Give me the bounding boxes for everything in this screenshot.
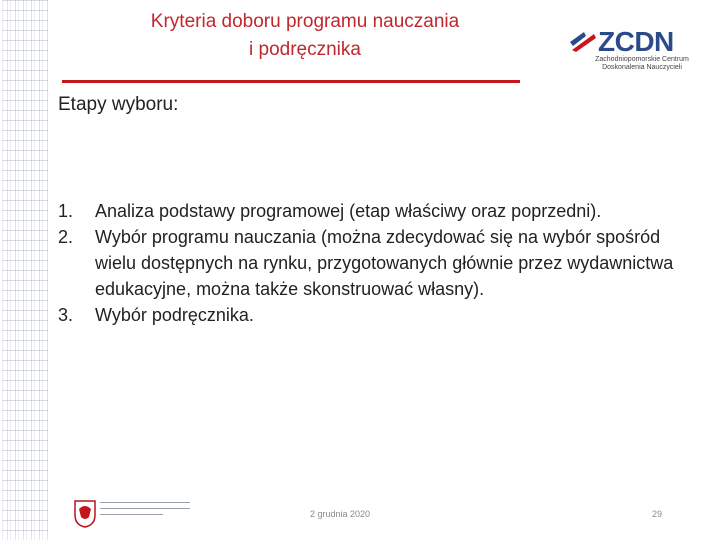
step-text: Wybór programu nauczania (można zdecydować się na wybór spośród wielu dostępnych na rynku, przygotowanych głównie przez wydawnictwa edukacyjne, można także skonstruować własny). — [95, 227, 674, 299]
slide-title — [90, 8, 520, 64]
page-number: 29 — [652, 509, 663, 519]
list-item — [58, 302, 698, 328]
list-item — [58, 224, 698, 302]
list-item — [58, 198, 698, 224]
zcdn-logo-mark-icon — [570, 30, 598, 54]
steps-list — [58, 198, 698, 328]
footer-regional-logo-text — [100, 502, 190, 520]
step-number: 1. — [58, 201, 74, 221]
logo-wordmark: ZCDN — [598, 26, 674, 57]
section-subtitle: Etapy wyboru: — [58, 94, 179, 115]
step-text: Wybór podręcznika. — [95, 305, 254, 325]
title-line-2: i podręcznika — [249, 39, 361, 60]
step-number: 2. — [58, 227, 74, 247]
decorative-left-strip — [0, 0, 50, 540]
logo-subtitle: Zachodniopomorskie Centrum Doskonalenia Nauczycieli — [595, 56, 689, 71]
coat-of-arms-icon — [74, 500, 96, 528]
zcdn-logo — [570, 26, 689, 76]
footer-date: 2 grudnia 2020 — [310, 509, 371, 519]
handwriting-texture — [2, 0, 48, 540]
title-underline — [62, 80, 520, 83]
title-line-1: Kryteria doboru programu nauczania — [150, 11, 460, 32]
step-number: 3. — [58, 305, 74, 325]
step-text: Analiza podstawy programowej (etap właściwy oraz poprzedni). — [95, 201, 602, 221]
